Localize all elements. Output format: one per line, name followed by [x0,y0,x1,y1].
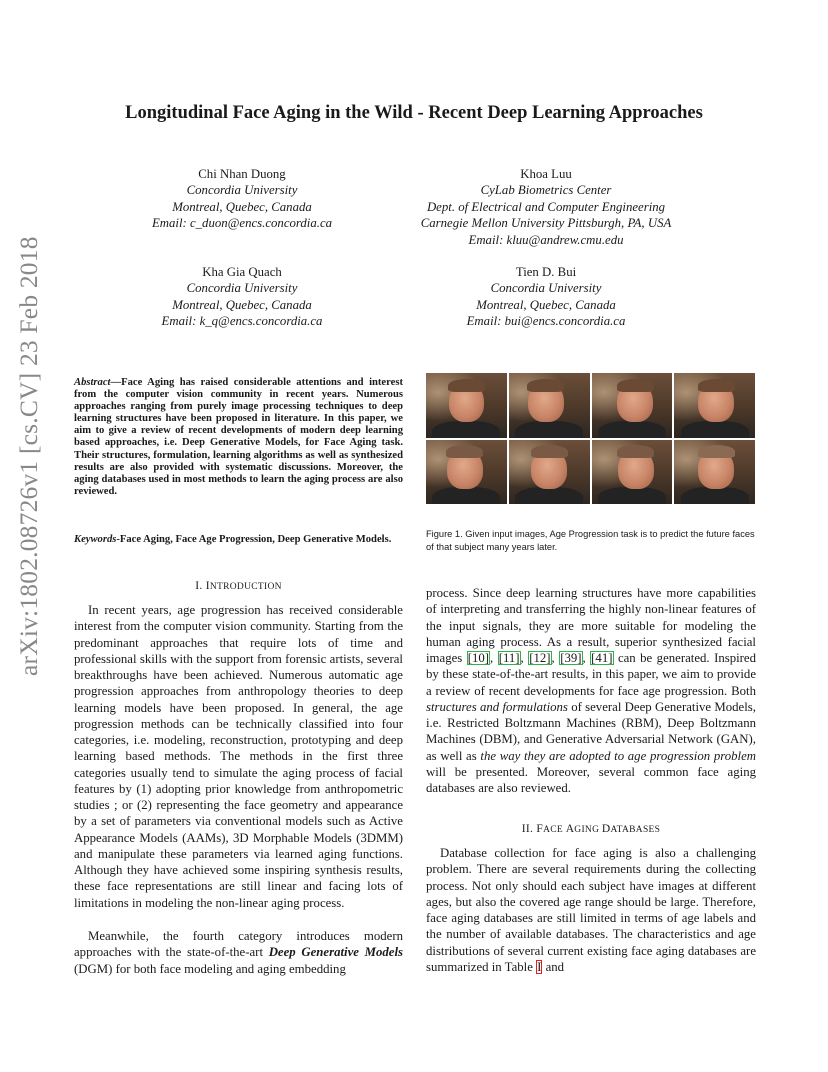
section-heading-introduction [74,580,403,592]
section-heading-databases [426,823,756,835]
author-email: Email: k_q@encs.concordia.ca [161,314,323,329]
face-image [509,373,590,438]
abstract-text: —Face Aging has raised considerable attentions and interest from the computer vision community in recent years. Numerous approaches ranging from purely image processing techniques to deep learning structures have been proposed in literature. In this paper, we aim to give a review of recent developments of modern deep learning based approaches, i.e. Deep Generative Models, for Face Aging task. Their structures, formulation, learning algorithms as well as synthesized results are also provided with systematic discussions. Moreover, the aging databases used in most methods to learn the aging process are also reviewed. [74,377,403,497]
databases-paragraph-1 [426,845,756,975]
author-email: Email: bui@encs.concordia.ca [466,314,626,329]
author-name: Khoa Luu [520,167,572,181]
face-image [674,440,755,505]
author-block-4 [430,264,662,330]
author-affiliation: Concordia University [186,281,298,296]
author-email: Email: c_duon@encs.concordia.ca [151,216,333,231]
citation-link[interactable]: [39] [560,651,582,665]
author-affiliation: Concordia University [186,183,298,198]
text-run: and [542,959,565,974]
author-name: Kha Gia Quach [202,265,282,279]
author-affiliation: CyLab Biometrics Center [480,183,612,198]
section-title-rest: NTRODUCTION [209,582,282,592]
emphasized-term: structures and formulations [426,699,568,714]
section-number: I. [195,580,203,592]
author-block-2 [402,166,690,248]
text-run: Database collection for face aging is also a challenging problem. There are several requirements during the collecting process. Not only should each subject have images at different ages, but also the covered age range should be large. Therefore, face aging databases are still limited in terms of age labels and the number of available databases. The characteristics and age distributions of several current existing face aging databases are summarized in Table [426,846,756,974]
author-department: Dept. of Electrical and Computer Engineering [426,199,666,214]
citation-link[interactable]: [10] [467,651,490,665]
face-image [674,373,755,438]
text-run: Meanwhile, the fourth category introduces modern approaches with the state-of-the-art [74,929,403,960]
figure-1-image-grid [426,373,755,504]
citation-link[interactable]: [11] [498,651,520,665]
section-title-part: GING [574,825,602,835]
emphasized-term: the way they are adopted to age progression problem [480,748,756,763]
author-name: Chi Nhan Duong [198,167,286,181]
abstract-label: Abstract [74,377,111,388]
intro-paragraph-1: In recent years, age progression has received considerable interest from the computer vision community. Starting from the predominant approaches that require lots of time and professional skills with the support from forensic artists, several breakthroughs have been achieved. Numerous automatic age progression approaches from anthropology theories to deep learning models have been proposed. In general, the age progression methods can be technically classified into four categories, i.e. modeling, reconstruction, prototyping and deep learning based methods. The methods in the first three categories usually tend to simulate the aging process of facial features by (1) adopting prior knowledge from anthropometric studies ; or (2) representing the face geometry and appearance by a set of parameters via conventional models such as Active Appearance Models (AAMs), 3D Morphable Models (3DMM) and manipulate these parameters via learned aging functions. Although they have achieved some inspiring synthesis results, these face representations are still linear and facing lots of limitations in modeling the non-linear aging process. [74,603,403,910]
author-email: Email: kluu@andrew.cmu.edu [468,232,624,247]
emphasized-term: Deep Generative Models [268,945,404,960]
intro-paragraph-2-continued: process. Since deep learning structures have more capabilities of interpreting and transferring the highly non-linear features of the input signals, they are more suitable for modeling the human aging process. As a result, superior synthesized facial images [10], [11], [12], [39], [41] can be generated. Inspired by these state-of-the-art results, in this paper, we aim to provide a review of recent developments for face age progression. Both structures and formulations of several Deep Generative Models, i.e. Restricted Boltzmann Machines (RBM), Deep Boltzmann Machines (DBM), and Generative Adversarial Network (GAN), as well as the way they are adopted to age progression problem will be presented. Moreover, several common face aging databases are also reviewed. [426,586,756,795]
author-name: Tien D. Bui [515,265,577,279]
citation-link[interactable]: [12] [529,651,551,665]
text-run: of several Deep Generative Models, i.e. Restricted Boltzmann Machines (RBM), Deep Boltzmann Machines (DBM), and Generative Adversarial Network (GAN), as well as [426,699,756,763]
face-image [592,373,673,438]
author-location: Montreal, Quebec, Canada [172,199,312,214]
paper-title: Longitudinal Face Aging in the Wild - Recent Deep Learning Approaches [125,103,703,123]
author-block-3 [126,264,358,330]
table-reference-link[interactable]: I [537,959,542,974]
text-run: can be generated. Inspired by these state-of-the-art results, in this paper, we aim to provide a review of recent developments for face age progression. Both [426,651,756,698]
abstract [74,377,403,498]
author-affiliation: Concordia University [490,281,602,296]
text-run: will be presented. Moreover, several common face aging databases are also reviewed. [426,764,756,795]
face-image [426,373,507,438]
author-block-1 [126,166,358,232]
text-run: process. Since deep learning structures have more capabilities of interpreting and transferring the highly non-linear features of the input signals, they are more suitable for modeling the human aging process. As a result, superior synthesized facial images [426,586,756,665]
figure-1-caption: Figure 1. Given input images, Age Progression task is to predict the future faces of that subject many years later. [426,529,755,552]
section-number: II. [521,823,534,835]
author-location: Montreal, Quebec, Canada [172,297,312,312]
author-location: Carnegie Mellon University Pittsburgh, PA, USA [420,216,672,231]
section-title-part: ATABASES [610,825,661,835]
face-image [509,440,590,505]
author-location: Montreal, Quebec, Canada [476,297,616,312]
face-image [592,440,673,505]
section-title-initial: I [205,580,210,592]
keywords-text: -Face Aging, Face Age Progression, Deep Generative Models. [116,534,392,545]
keywords [74,534,403,546]
text-run: (DGM) for both face modeling and aging embedding [74,961,346,976]
intro-paragraph-2-start [74,928,403,977]
section-title-part: ACE [543,825,566,835]
arxiv-identifier: arXiv:1802.08726v1 [cs.CV] 23 Feb 2018 [14,236,43,676]
section-title-initial: D [601,823,611,835]
citation-link[interactable]: [41] [591,651,613,665]
section-title-initial: A [565,823,575,835]
section-title-initial: F [536,823,544,835]
face-image [426,440,507,505]
keywords-label: Keywords [74,534,117,545]
